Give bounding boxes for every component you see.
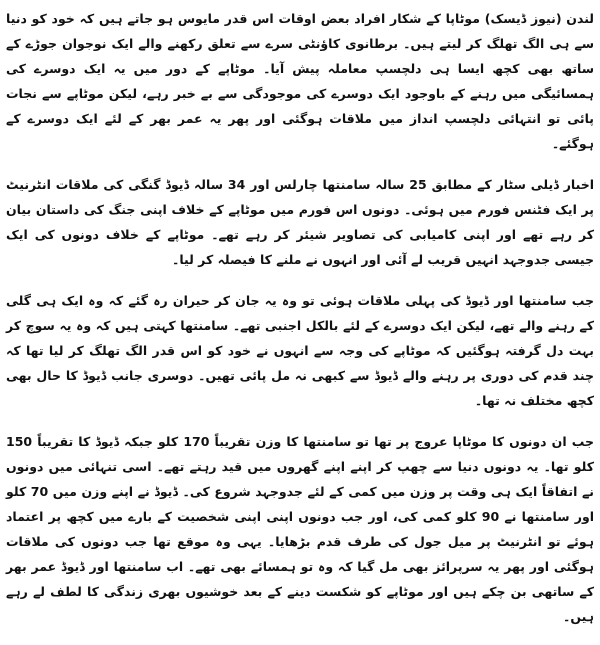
article-paragraph-2: اخبار ڈیلی سٹار کے مطابق 25 سالہ سامنتھا چارلس اور 34 سالہ ڈیوڈ گنگی کی ملاقات انٹرنیٹ پر ایک فٹنس فورم میں ہوئی۔ دونوں اس فورم میں موٹاپے کے خلاف اپنی جنگ کی داستان بیان کر رہے تھے اور اپنی کامیابی کی تصاویر شیئر کر رہے تھے۔ موٹاپے کے خلاف دونوں کی ایک جیسی جدوجہد انہیں قریب لے آئی اور انہوں نے ملنے کا فیصلہ کر لیا۔ [6, 177, 594, 267]
article-paragraph-3: جب سامنتھا اور ڈیوڈ کی پہلی ملاقات ہوئی تو وہ یہ جان کر حیران رہ گئے کہ وہ ایک ہی گلی کے رہنے والے تھے، لیکن ایک دوسرے کے لئے بالکل اجنبی تھے۔ سامنتھا کہتی ہیں کہ وہ یہ سوچ کر بہت دل گرفتہ ہوگئیں کہ موٹاپے کی وجہ سے انہوں نے خود کو اس قدر الگ تھلگ کر لیا تھا کہ چند قدم کی دوری پر رہنے والے ڈیوڈ سے کبھی نہ مل پائی تھیں۔ دوسری جانب ڈیوڈ کا حال بھی کچھ مختلف نہ تھا۔ [6, 293, 594, 408]
news-article [6, 6, 594, 645]
article-paragraph-4: جب ان دونوں کا موٹاپا عروج پر تھا تو سامنتھا کا وزن تقریباً 170 کلو جبکہ ڈیوڈ کا تقریباً 150 کلو تھا۔ یہ دونوں دنیا سے چھپ کر اپنے اپنے گھروں میں قید رہتے تھے۔ اسی تنہائی میں دونوں نے اتفاقاً ایک ہی وقت پر وزن میں کمی کے لئے جدوجہد شروع کی۔ ڈیوڈ نے اپنے وزن میں 70 کلو اور سامنتھا نے 90 کلو کمی کی، اور جب دونوں اپنی اپنی شخصیت کے بارے میں کچھ پر اعتماد ہوئے تو انٹرنیٹ پر میل جول کی طرف قدم بڑھایا۔ یہی وہ موقع تھا جب دونوں کی ملاقات ہوگئی اور پھر یہ سرپرائز بھی مل گیا کہ وہ تو ہمسائے بھی تھے۔ اب سامنتھا اور ڈیوڈ عمر بھر کے ساتھی بن چکے ہیں اور موٹاپے کو شکست دینے کے بعد خوشیوں بھری زندگی کا لطف لے رہے ہیں۔ [6, 434, 595, 624]
article-paragraph-1: لندن (نیوز ڈیسک) موٹاپا کے شکار افراد بعض اوقات اس قدر مایوس ہو جاتے ہیں کہ خود کو دنیا سے ہی الگ تھلگ کر لیتے ہیں۔ برطانوی کاؤنٹی سرے سے تعلق رکھنے والے ایک نوجوان جوڑے کے ساتھ بھی کچھ ایسا ہی دلچسپ معاملہ پیش آیا۔ موٹاپے کے دور میں یہ ایک دوسرے کی ہمسائیگی میں رہنے کے باوجود ایک دوسرے کی موجودگی سے بے خبر رہے، لیکن موٹاپے سے نجات پائی تو انتہائی دلچسپ انداز میں ملاقات ہوگئی اور پھر یہ عمر بھر کے لئے ایک دوسرے کے ہوگئے۔ [6, 11, 594, 151]
